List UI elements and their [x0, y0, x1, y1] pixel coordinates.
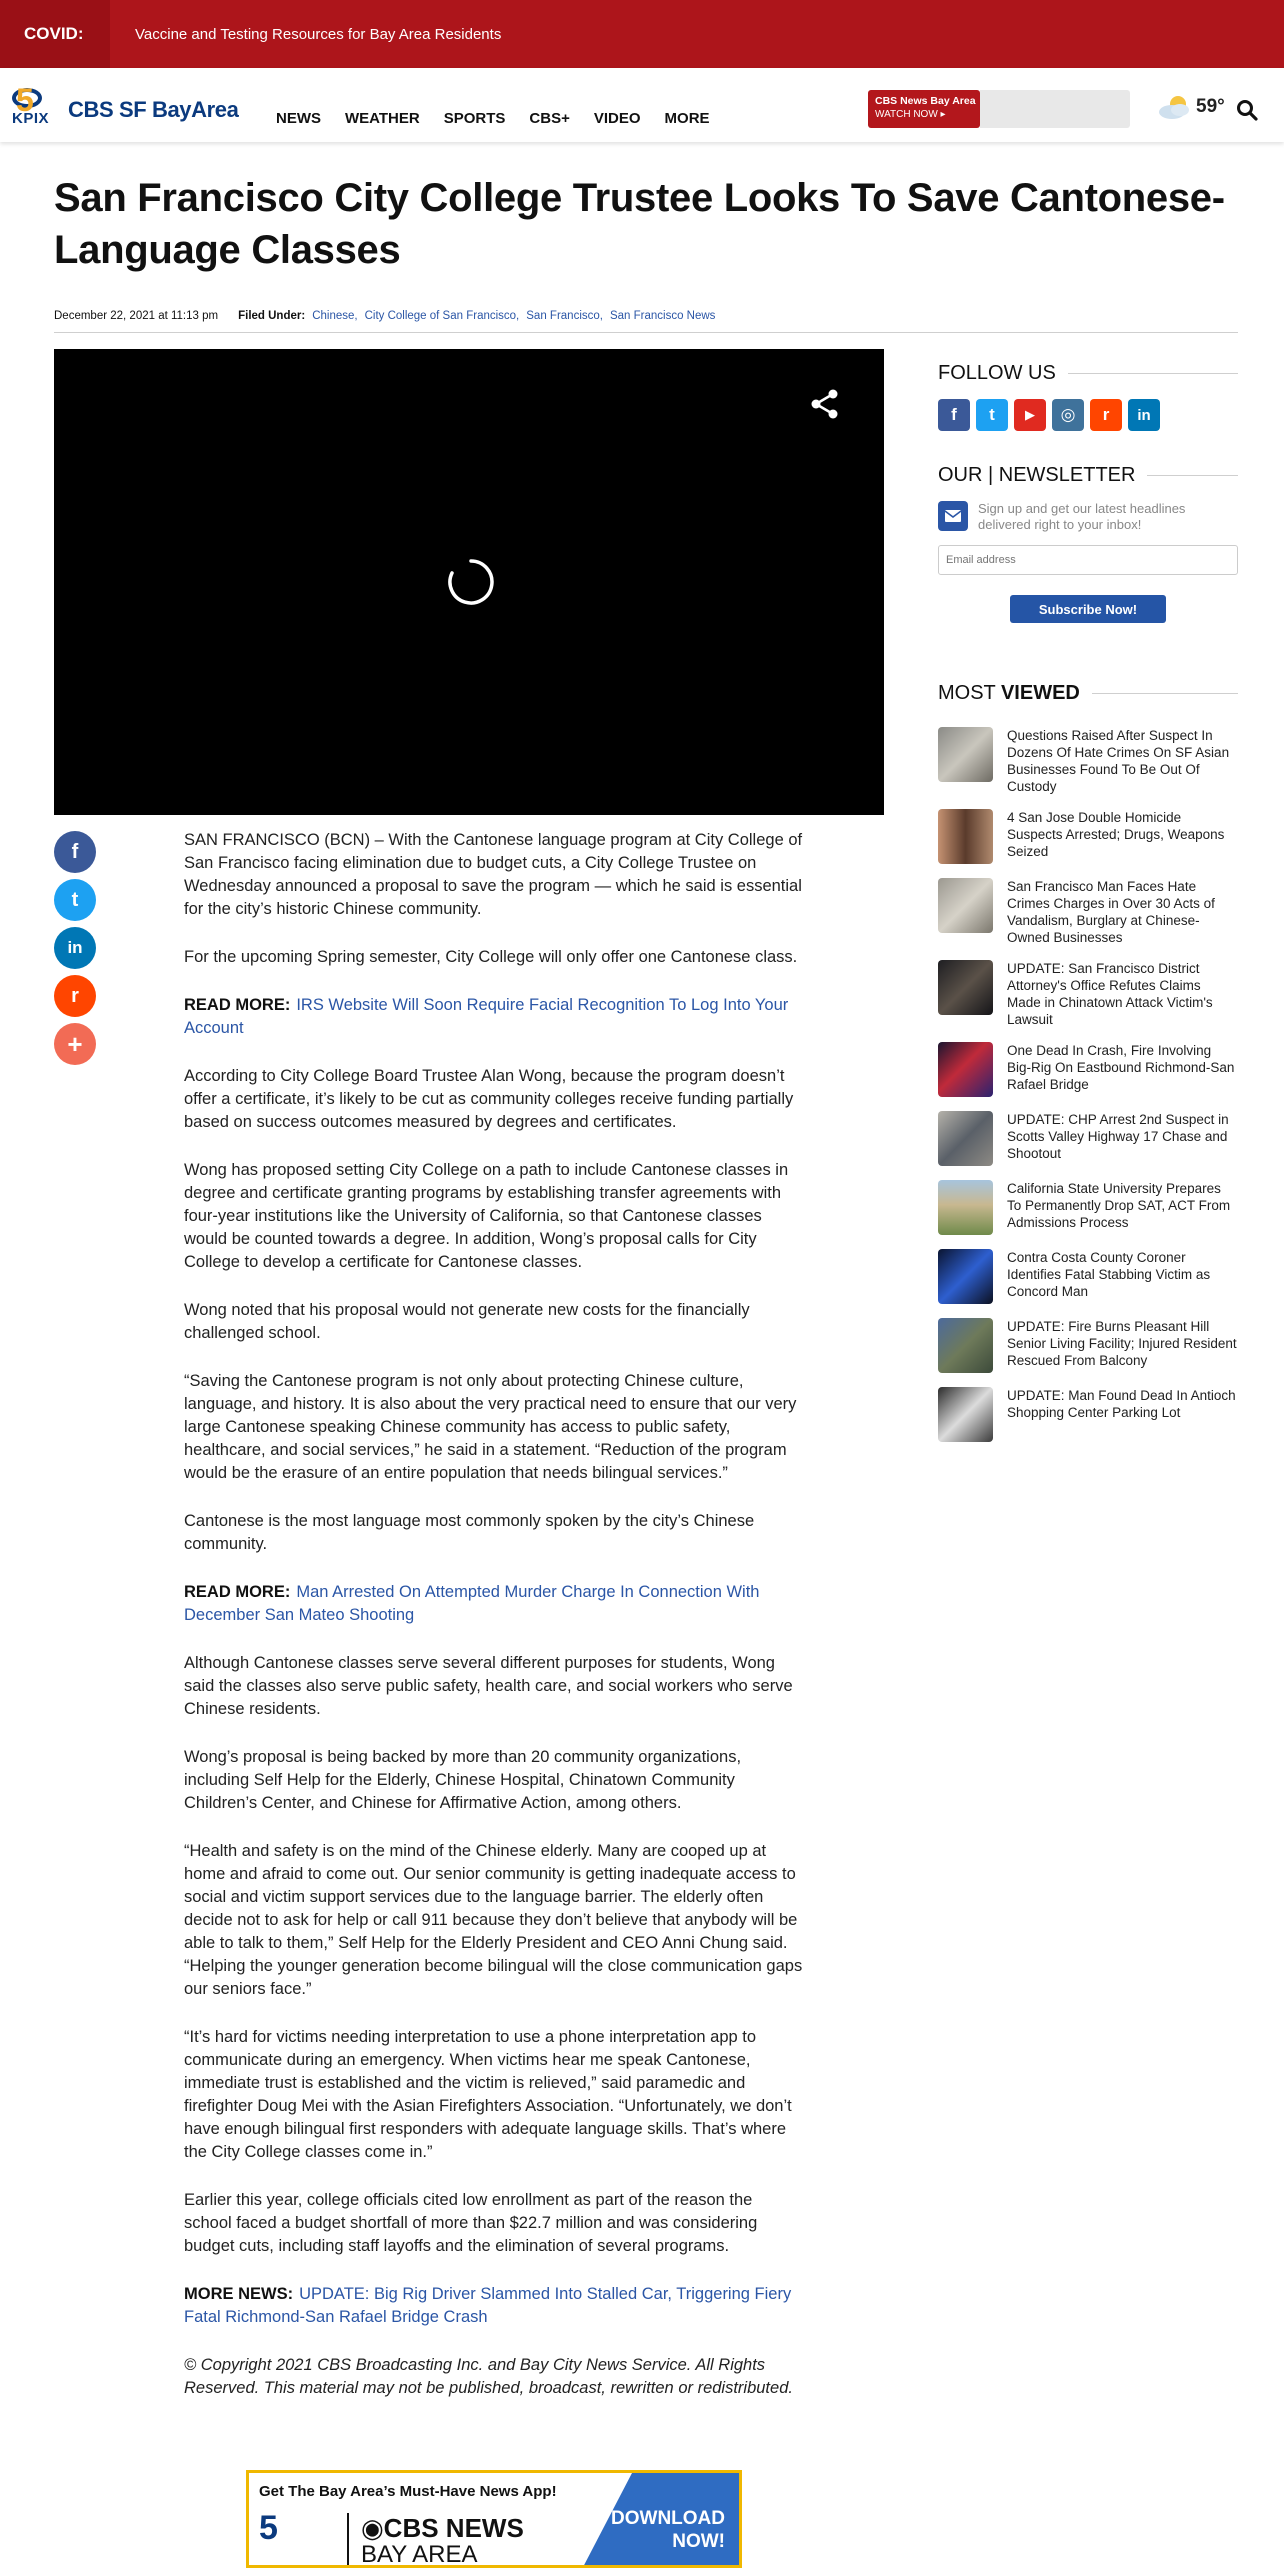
more-news-label: MORE NEWS: [184, 2285, 294, 2303]
ad-download-button[interactable] [605, 2507, 725, 2553]
linkedin-icon: in [67, 938, 83, 957]
read-more-label: READ MORE: [184, 1583, 291, 1601]
most-viewed-item[interactable] [938, 1180, 1238, 1235]
newsletter-description: Sign up and get our latest headlines delivered right to your inbox! [978, 501, 1186, 532]
logo-kpix: KPIX [12, 110, 50, 127]
article-headline: San Francisco City College Trustee Looks To Save Cantonese-Language Classes [54, 176, 1225, 272]
news-app-ad[interactable] [246, 2470, 742, 2568]
loading-spinner-icon [446, 557, 496, 607]
youtube-icon[interactable]: ▶ [1014, 399, 1046, 431]
covid-resources-link[interactable]: Vaccine and Testing Resources for Bay Area Residents [135, 25, 502, 43]
newsletter-title: NEWSLETTER [998, 464, 1136, 486]
story-thumbnail [938, 1042, 993, 1097]
most-viewed-item[interactable] [938, 727, 1238, 795]
most-viewed-item[interactable] [938, 1111, 1238, 1166]
ad-kpix-logo: 5 [259, 2509, 278, 2547]
article-paragraph: Wong noted that his proposal would not generate new costs for the financially challenged school. [184, 1301, 750, 1342]
twitter-icon: t [71, 888, 79, 911]
weather-widget[interactable] [1158, 94, 1225, 120]
subscribe-button[interactable]: Subscribe Now! [1010, 595, 1166, 623]
article-paragraph: “Saving the Cantonese program is not only about protecting Chinese culture, language, and history. It is also about the very practical need to ensure that our very large Cantonese speaking Chinese community has access to public safety, healthcare, and social services,” he said in a statement. “Reduction of the program would be the erasure of an entire population that needs bilingual services.” [184, 1372, 797, 1482]
instagram-icon[interactable]: ◎ [1052, 399, 1084, 431]
story-thumbnail [938, 1111, 993, 1166]
article-paragraph: “It’s hard for victims needing interpretation to use a phone interpretation app to communicate during an emergency. When victims hear me speak Cantonese, immediate trust is established and the victim is relieved,” said paramedic and firefighter Doug Mei with the Asian Firefighters Association. “Unfortunately, we don’t have enough bilingual first responders with adequate language skills. That’s where the City College classes come in.” [184, 2028, 792, 2161]
ad-download-text: NOW! [672, 2531, 725, 2552]
most-viewed-section [938, 682, 1238, 1456]
ad-cbs-news: ◉CBS NEWS [361, 2513, 524, 2543]
divider [1092, 693, 1238, 694]
story-title: Contra Costa County Coroner Identifies Fatal Stabbing Victim as Concord Man [1007, 1250, 1211, 1299]
watch-now-preview[interactable] [980, 90, 1130, 128]
most-viewed-item[interactable] [938, 878, 1238, 946]
story-thumbnail [938, 727, 993, 782]
mail-icon [938, 501, 968, 531]
most-viewed-item[interactable] [938, 1042, 1238, 1097]
ad-download-text: DOWNLOAD [611, 2508, 725, 2529]
tag-link[interactable]: Chinese, [312, 310, 358, 322]
facebook-icon[interactable]: f [938, 399, 970, 431]
reddit-icon: r [71, 984, 79, 1007]
most-viewed-title-prefix: MOST [938, 682, 1001, 704]
share-facebook-button[interactable] [54, 831, 96, 873]
read-more-block [184, 994, 804, 1040]
ad-bay-area: BAY AREA [361, 2541, 478, 2568]
read-more-link[interactable]: IRS Website Will Soon Require Facial Recognition To Log Into Your Account [184, 996, 789, 1037]
share-linkedin-button[interactable] [54, 927, 96, 969]
share-more-button[interactable] [54, 1023, 96, 1065]
tag-link[interactable]: San Francisco, [526, 310, 603, 322]
follow-us-title: FOLLOW US [938, 362, 1056, 384]
share-icon[interactable] [808, 387, 842, 421]
story-thumbnail [938, 1387, 993, 1442]
share-twitter-button[interactable] [54, 879, 96, 921]
covid-banner [0, 0, 1284, 68]
video-player[interactable] [54, 349, 884, 815]
more-news-link[interactable]: UPDATE: Big Rig Driver Slammed Into Stalled Car, Triggering Fiery Fatal Richmond-San Rafael Bridge Crash [184, 2285, 792, 2326]
divider [1068, 373, 1238, 374]
article-paragraph: Wong has proposed setting City College on a path to include Cantonese classes in degree and certificate granting programs by establishing transfer agreements with four-year institutions like the University of California, so that Cantonese classes would be counted towards a degree. In addition, Wong’s proposal calls for City College to develop a certificate for Cantonese classes. [184, 1161, 789, 1271]
site-logo[interactable] [12, 82, 248, 130]
article-paragraph: Wong’s proposal is being backed by more than 20 community organizations, including Self Help for the Elderly, Chinese Hospital, Chinatown Community Children’s Center, and Chinese for Affirmative Action, among others. [184, 1748, 742, 1812]
covid-label: COVID: [0, 0, 110, 68]
divider [1147, 475, 1238, 476]
read-more-block [184, 1581, 804, 1627]
email-input[interactable] [938, 545, 1238, 575]
read-more-link[interactable]: Man Arrested On Attempted Murder Charge In Connection With December San Mateo Shooting [184, 1583, 760, 1624]
article-paragraph: According to City College Board Trustee Alan Wong, because the program doesn’t offer a certificate, it’s likely to be cut as community colleges receive funding partially based on success outcomes measured by degrees and certificates. [184, 1067, 794, 1131]
story-thumbnail [938, 960, 993, 1015]
story-thumbnail [938, 878, 993, 933]
article-meta [54, 310, 722, 322]
story-title: UPDATE: Fire Burns Pleasant Hill Senior Living Facility; Injured Resident Rescued From Balcony [1007, 1319, 1237, 1368]
share-buttons [54, 831, 96, 1071]
most-viewed-title: VIEWED [1000, 682, 1080, 704]
follow-us-section [938, 362, 1238, 431]
twitter-icon[interactable]: t [976, 399, 1008, 431]
most-viewed-item[interactable] [938, 960, 1238, 1028]
ad-divider [347, 2513, 349, 2568]
more-news-block [184, 2283, 804, 2329]
article-paragraph: Although Cantonese classes serve several different purposes for students, Wong said the classes also serve public safety, health care, and social workers who serve Chinese residents. [184, 1654, 793, 1718]
nav-news[interactable]: NEWS [276, 110, 321, 127]
article-paragraph: Earlier this year, college officials cited low enrollment as part of the reason the school faced a budget shortfall of more than $22.7 million and was considering budget cuts, including staff layoffs and the elimination of several programs. [184, 2191, 758, 2255]
logo-text: CBS SF BayArea [68, 97, 239, 122]
article-paragraph: “Health and safety is on the mind of the Chinese elderly. Many are cooped up at home and afraid to come out. Our senior community is getting inadequate access to social and victim support services due to the language barrier. The elderly often decide not to ask for help or call 911 because they don’t believe that anybody will be able to talk to them,” Self Help for the Elderly President and CEO Anni Chung said. “Helping the younger generation become bilingual will the close communication gaps our seniors face.” [184, 1842, 803, 1998]
nav-more[interactable]: MORE [664, 110, 710, 127]
nav-weather[interactable]: WEATHER [345, 110, 420, 127]
story-title: UPDATE: CHP Arrest 2nd Suspect in Scotts Valley Highway 17 Chase and Shootout [1007, 1112, 1229, 1161]
story-title: UPDATE: San Francisco District Attorney's Office Refutes Claims Made in Chinatown Attack Victim's Lawsuit [1007, 961, 1213, 1027]
story-thumbnail [938, 809, 993, 864]
logo-number: 5 [16, 82, 34, 118]
article-body [184, 829, 804, 2425]
partly-cloudy-icon [1158, 94, 1192, 120]
watch-sub: WATCH NOW ▸ [875, 109, 946, 120]
story-title: California State University Prepares To Permanently Drop SAT, ACT From Admissions Process [1007, 1181, 1231, 1230]
story-title: 4 San Jose Double Homicide Suspects Arrested; Drugs, Weapons Seized [1007, 810, 1225, 859]
most-viewed-item[interactable] [938, 809, 1238, 864]
most-viewed-item[interactable] [938, 1387, 1238, 1442]
story-thumbnail [938, 1180, 993, 1235]
article-paragraph: Cantonese is the most language most commonly spoken by the city’s Chinese community. [184, 1512, 755, 1553]
watch-title: CBS News Bay Area [875, 95, 976, 107]
search-icon[interactable] [1236, 99, 1258, 121]
story-title: One Dead In Crash, Fire Involving Big-Rig On Eastbound Richmond-San Rafael Bridge [1007, 1043, 1235, 1092]
temperature: 59° [1196, 96, 1225, 117]
facebook-icon: f [71, 840, 79, 863]
follow-icons [938, 399, 1238, 431]
story-title: Questions Raised After Suspect In Dozens Of Hate Crimes On SF Asian Businesses Found To Be Out Of Custody [1007, 728, 1230, 794]
article-paragraph: SAN FRANCISCO (BCN) – With the Cantonese language program at City College of San Francisco facing elimination due to budget cuts, a City College Trustee on Wednesday announced a proposal to save the program — which he said is essential for the city’s historic Chinese community. [184, 831, 803, 918]
most-viewed-item[interactable] [938, 1318, 1238, 1373]
most-viewed-item[interactable] [938, 1249, 1238, 1304]
newsletter-title-prefix: OUR | [938, 464, 999, 486]
story-title: San Francisco Man Faces Hate Crimes Charges in Over 30 Acts of Vandalism, Burglary at Chinese-Owned Businesses [1007, 879, 1215, 945]
nav-video[interactable]: VIDEO [593, 110, 641, 127]
tag-link[interactable]: San Francisco News [609, 310, 716, 322]
story-title: UPDATE: Man Found Dead In Antioch Shopping Center Parking Lot [1007, 1388, 1236, 1420]
newsletter-section [938, 464, 1238, 623]
share-reddit-button[interactable] [54, 975, 96, 1017]
read-more-label: READ MORE: [184, 996, 291, 1014]
story-thumbnail [938, 1318, 993, 1373]
filed-under-label: Filed Under: [238, 310, 306, 322]
ad-title: Get The Bay Area’s Must-Have News App! [259, 2483, 557, 2500]
copyright-notice: © Copyright 2021 CBS Broadcasting Inc. and Bay City News Service. All Rights Reserved. This material may not be published, broadcast, rewritten or redistributed. [184, 2356, 793, 2397]
tag-link[interactable]: City College of San Francisco, [364, 310, 520, 322]
divider [54, 332, 1238, 333]
article-paragraph: For the upcoming Spring semester, City College will only offer one Cantonese class. [184, 948, 798, 966]
nav-cbs-plus[interactable]: CBS+ [529, 110, 570, 127]
watch-now-button[interactable] [868, 90, 980, 128]
article-date: December 22, 2021 at 11:13 pm [54, 310, 219, 322]
more-share-icon: + [67, 1028, 83, 1059]
main-nav [276, 110, 710, 127]
nav-sports[interactable]: SPORTS [443, 110, 506, 127]
linkedin-icon[interactable]: in [1128, 399, 1160, 431]
reddit-icon[interactable]: r [1090, 399, 1122, 431]
story-thumbnail [938, 1249, 993, 1304]
